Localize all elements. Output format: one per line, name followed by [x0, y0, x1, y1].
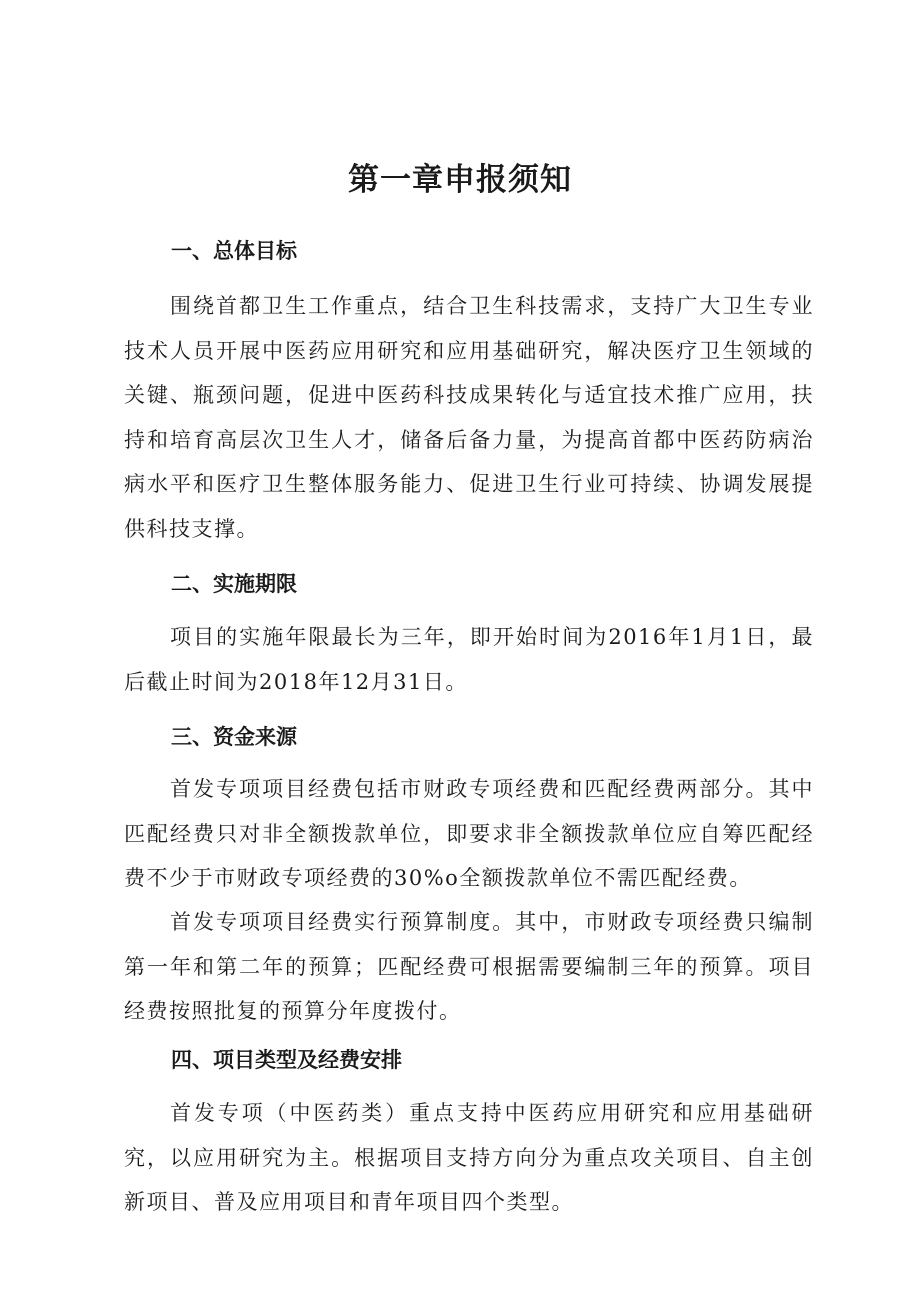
section-paragraph: 首发专项项目经费实行预算制度。其中，市财政专项经费只编制第一年和第二年的预算；匹配经费可根据需要编制三年的预算。项目经费按照批复的预算分年度拨付。 — [124, 910, 814, 1024]
section-paragraph: 首发专项（中医药类）重点支持中医药应用研究和应用基础研究，以应用研究为主。根据项目支持方向分为重点攻关项目、自主创新项目、普及应用项目和青年项目四个类型。 — [124, 1101, 814, 1215]
section-heading-funding-source: 三、资金来源 — [171, 725, 297, 749]
section-paragraph: 首发专项项目经费包括市财政专项经费和匹配经费两部分。其中匹配经费只对非全额拨款单位，即要求非全额拨款单位应自筹匹配经费不少于市财政专项经费的30%o全额拨款单位不需匹配经费。 — [124, 777, 814, 891]
section-paragraph: 围绕首都卫生工作重点，结合卫生科技需求，支持广大卫生专业技术人员开展中医药应用研究和应用基础研究，解决医疗卫生领域的关键、瓶颈问题，促进中医药科技成果转化与适宜技术推广应用，扶持和培育高层次卫生人才，储备后备力量，为提高首都中医药防病治病水平和医疗卫生整体服务能力、促进卫生行业可持续、协调发展提供科技支撑。 — [124, 294, 814, 541]
section-heading-project-types: 四、项目类型及经费安排 — [171, 1048, 402, 1072]
chapter-title: 第一章申报须知 — [348, 162, 572, 198]
section-heading-implementation-period: 二、实施期限 — [171, 572, 297, 596]
section-heading-overall-goal: 一、总体目标 — [171, 239, 297, 263]
section-paragraph: 项目的实施年限最长为三年，即开始时间为2016年1月1日，最后截止时间为2018年12月31日。 — [124, 625, 814, 694]
